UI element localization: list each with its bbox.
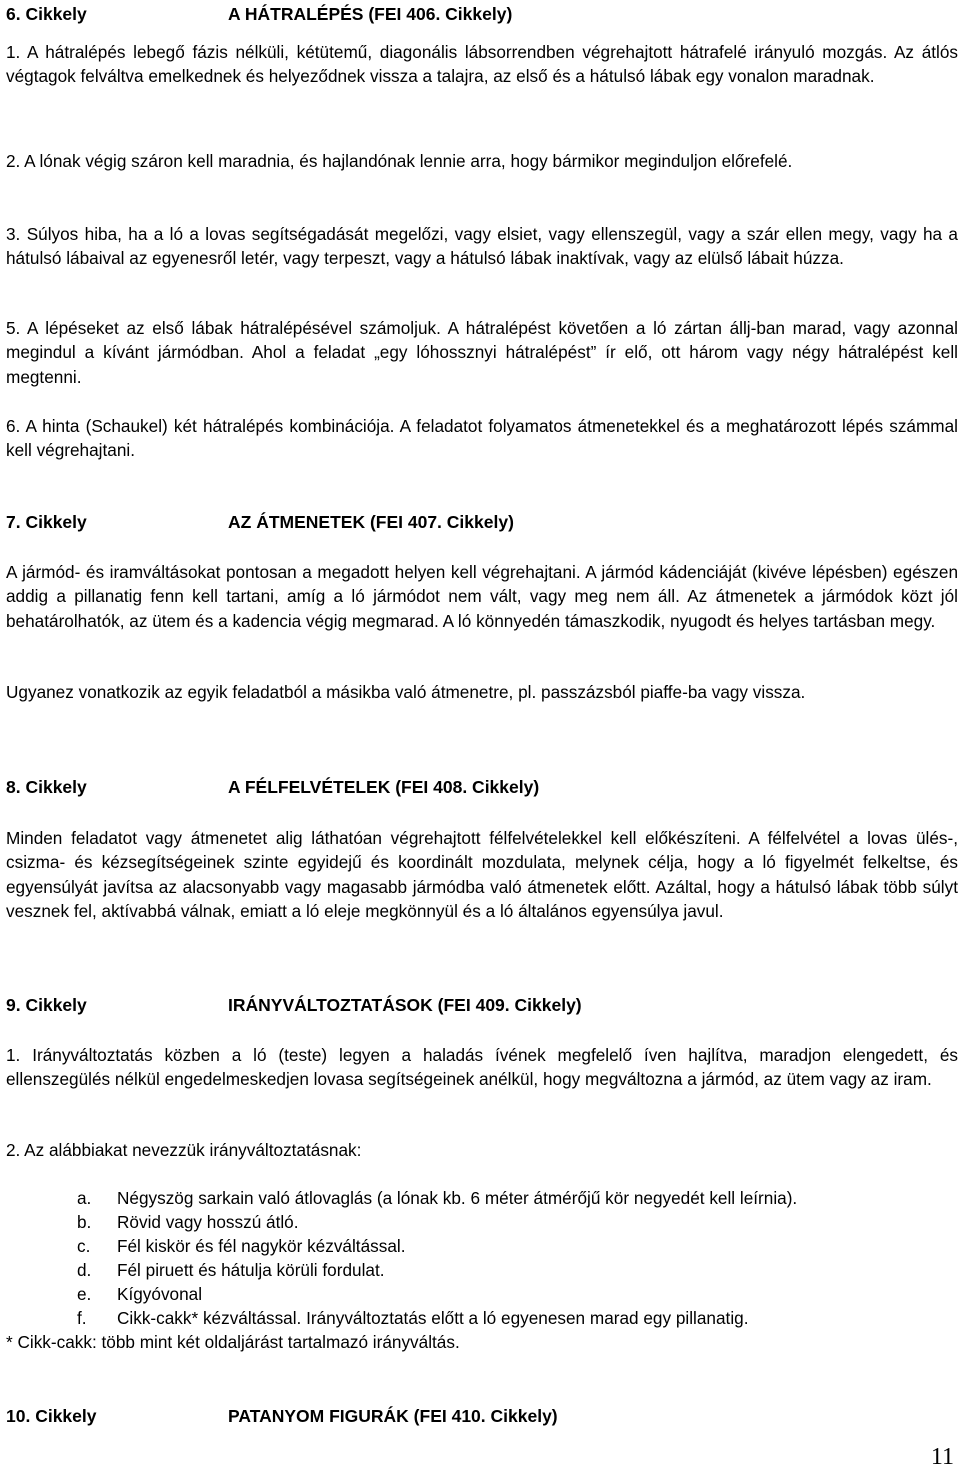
paragraph: 5. A lépéseket az első lábak hátralépésével számoljuk. A hátralépést követően a ló zártan állj-ban marad, vagy azonnal megindul a kívánt jármódban. Ahol a feladat „egy lóhossznyi hátralépést” ír elő, ott három vagy négy hátralépést kell megtenni. [6,318,958,387]
paragraph: Minden feladatot vagy átmenetet alig láthatóan végrehajtott félfelvételekkel kell előkészíteni. A félfelvétel a lovas ülés-, csizma- és kézsegítségeinek szinte egyidejű és koordinált mozdulata, melynek célja, hogy a ló figyelmét felkeltse, és egyensúlyát javítsa az alacsonyabb vagy magasabb jármódba való átmenetek előtt. Azáltal, hogy a hátulsó lábak több súlyt vesznek fel, aktívabbá válnak, emiatt a ló eleje megkönnyül és a ló általános egyensúlya javul. [6,828,958,921]
paragraph: A jármód- és iramváltásokat pontosan a megadott helyen kell végrehajtani. A jármód kádenciáját (kivéve lépésben) egészen addig a pillanatig fenn kell tartani, amíg a ló jármódot nem vált, vagy meg nem áll. Az átmenetek a jármódok közt jól behatárolhatók, az ütem és a kadencia végig megmarad. A ló könnyedén támaszkodik, nyugodt és helyes tartásban megy. [6,562,958,631]
page-number: 11 [930,1444,954,1470]
section-title: PATANYOM FIGURÁK (FEI 410. Cikkely) [228,1406,558,1426]
paragraph: 2. A lónak végig száron kell maradnia, és hajlandónak lennie arra, hogy bármikor meginduljon előrefelé. [6,151,793,171]
section-title: A FÉLFELVÉTELEK (FEI 408. Cikkely) [228,777,540,797]
paragraph: 2. Az alábbiakat nevezzük irányváltoztatásnak: [6,1140,362,1160]
list-marker: c. [77,1236,91,1256]
footnote: * Cikk-cakk: több mint két oldaljárást tartalmazó irányváltás. [6,1332,460,1352]
list-marker: b. [77,1212,92,1232]
section-title: A HÁTRALÉPÉS (FEI 406. Cikkely) [228,4,513,24]
section-number: 6. Cikkely [6,4,87,24]
list-marker: a. [77,1188,92,1208]
section-number: 10. Cikkely [6,1406,97,1426]
paragraph: Ugyanez vonatkozik az egyik feladatból a másikba való átmenetre, pl. passzázsból piaffe-ba vagy vissza. [6,682,806,702]
list-marker: e. [77,1284,92,1304]
section-title: IRÁNYVÁLTOZTATÁSOK (FEI 409. Cikkely) [228,995,582,1015]
paragraph: 1. A hátralépés lebegő fázis nélküli, kétütemű, diagonális lábsorrendben végrehajtott hátrafelé irányuló mozgás. Az átlós végtagok felváltva emelkednek és helyeződnek vissza a talajra, az első és a hátulsó lábak egy vonalon maradnak. [6,42,958,87]
list-text: Fél kiskör és fél nagykör kézváltással. [117,1236,406,1256]
section-title: AZ ÁTMENETEK (FEI 407. Cikkely) [228,512,514,532]
list-text: Rövid vagy hosszú átló. [117,1212,299,1232]
list-text: Négyszög sarkain való átlovaglás (a lónak kb. 6 méter átmérőjű kör negyedét kell leírnia). [117,1188,798,1208]
list-text: Kígyóvonal [117,1284,203,1304]
paragraph: 3. Súlyos hiba, ha a ló a lovas segítségadását megelőzi, vagy elsiet, vagy ellenszegül, vagy a szár ellen megy, vagy ha a hátulsó lábaival az egyenesről letér, vagy terpeszt, vagy a hátulsó lábak inaktívak, vagy az elülső lábait húzza. [6,224,958,269]
list-text: Fél piruett és hátulja körüli fordulat. [117,1260,385,1280]
paragraph: 1. Irányváltoztatás közben a ló (teste) legyen a haladás ívének megfelelő íven hajlítva, maradjon elengedett, és ellenszegülés nélkül engedelmeskedjen lovasa segítségeinek anélkül, hogy megváltozna a jármód, az ütem vagy az iram. [6,1045,958,1090]
section-number: 8. Cikkely [6,777,87,797]
paragraph: 6. A hinta (Schaukel) két hátralépés kombinációja. A feladatot folyamatos átmenetekkel és a meghatározott lépés számmal kell végrehajtani. [6,416,958,461]
section-number: 7. Cikkely [6,512,87,532]
section-number: 9. Cikkely [6,995,87,1015]
list-marker: f. [77,1308,87,1328]
list-marker: d. [77,1260,92,1280]
list-text: Cikk-cakk* kézváltással. Irányváltoztatás előtt a ló egyenesen marad egy pillanatig. [117,1308,749,1328]
